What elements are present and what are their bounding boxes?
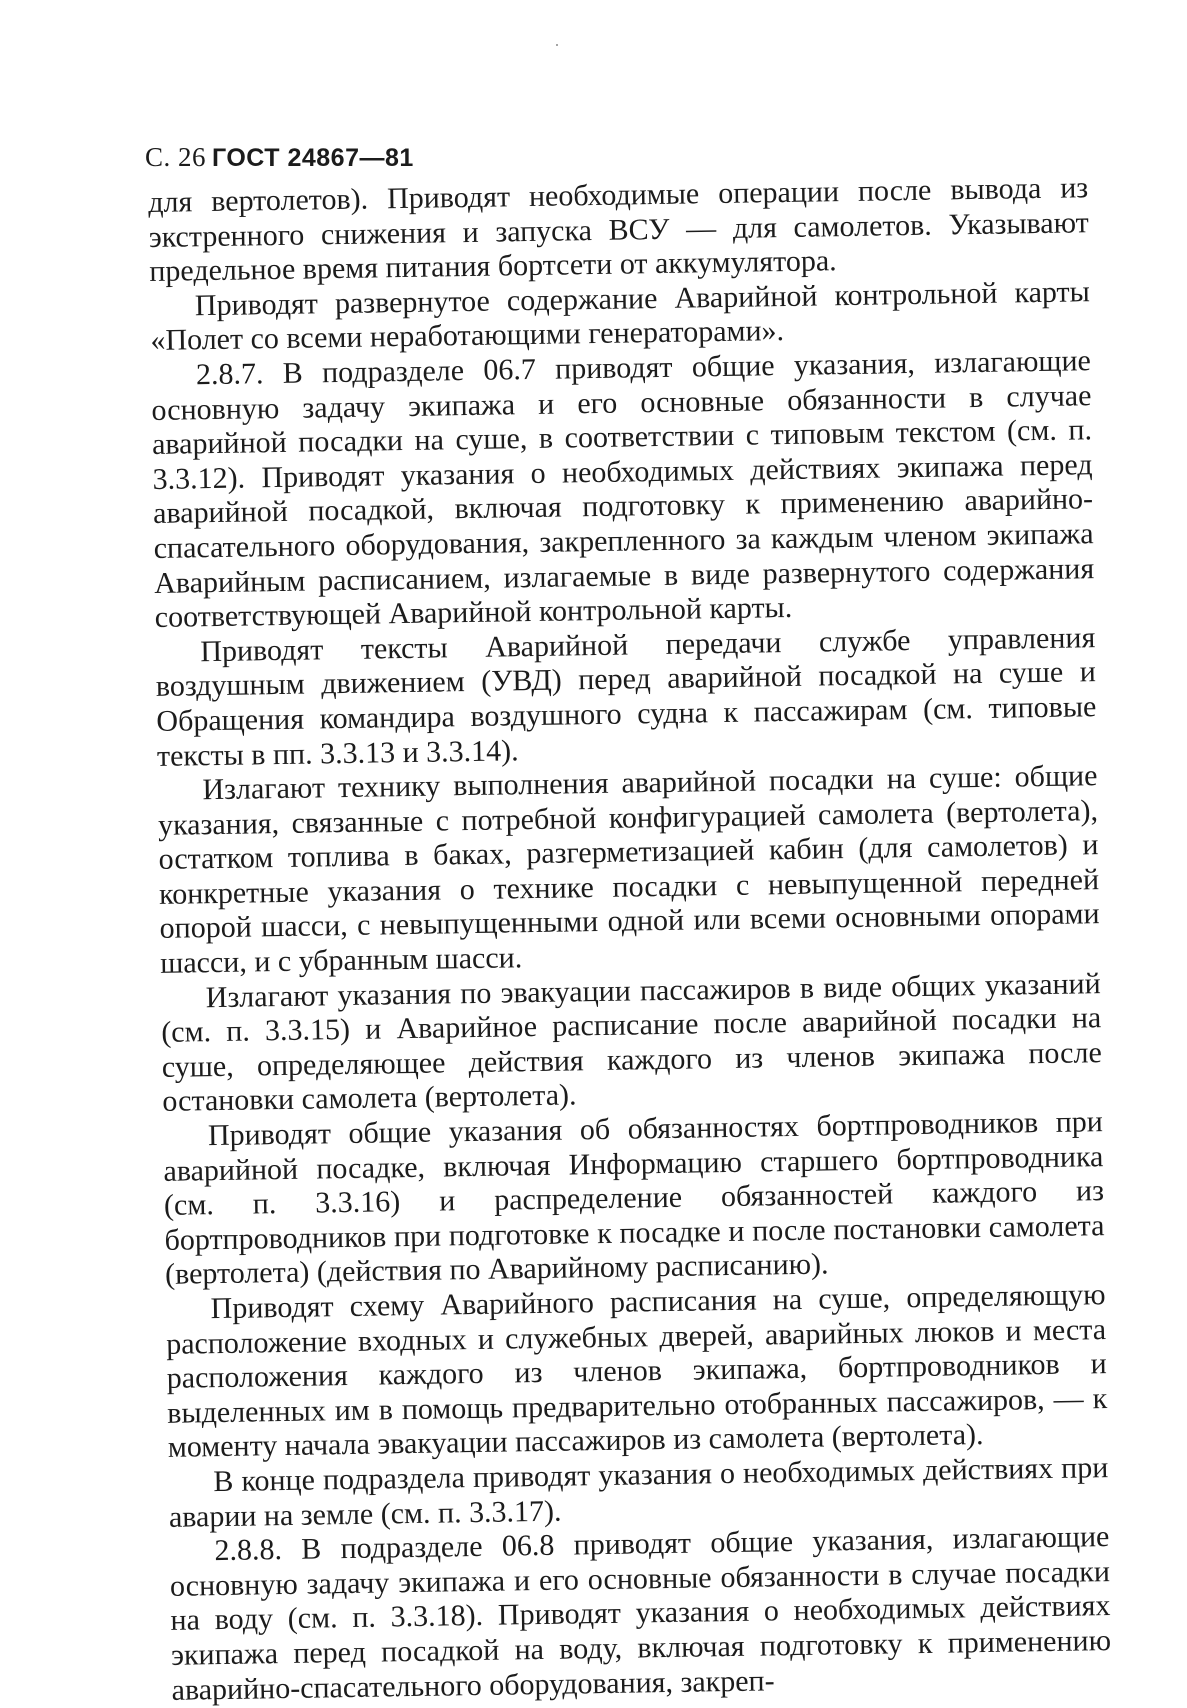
paragraph: Приводят общие указания об обязанностях бортпроводников при аварийной посадке, включая Информацию старшего бортпроводника (см. п. 3.3.16) и распределение обязанностей каждого из бортпроводников при подготовке к посадке и после постановки самолета (вертолета) (действия по Аварийному расписанию). xyxy=(163,1105,1105,1292)
paragraph: Приводят схему Аварийного расписания на суше, определяющую расположение входных и служебных дверей, аварийных люков и места расположения каждого из членов экипажа, бортпроводников и выделенных им в помощь предварительно отобранных пассажиров, — к моменту начала эвакуации пассажиров из самолета (вертолета). xyxy=(165,1278,1108,1465)
scan-speck xyxy=(556,44,558,46)
paragraph: 2.8.7. В подразделе 06.7 приводят общие указания, излагающие основную задачу экипажа и его основные обязанности в случае аварийной посадки на суше, в соответствии с типовым текстом (см. п. 3.3.12). Приводят указания о необходимых действиях экипажа перед аварийной посадкой, включая подготовку к применению аварийно-спасательного оборудования, закрепленного за каждым членом экипажа Аварийным расписанием, излагаемые в виде развернутого содержания соответствующей Аварийной контрольной карты. xyxy=(151,344,1095,635)
paragraph: Приводят тексты Аварийной передачи службе управления воздушным движением (УВД) перед аварийной посадкой на суше и Обращения командира воздушного судна к пассажирам (см. типовые тексты в пп. 3.3.13 и 3.3.14). xyxy=(155,620,1097,773)
paragraph: В конце подраздела приводят указания о необходимых действиях при аварии на земле (см. п. 3.3.17). xyxy=(168,1451,1109,1534)
paragraph: Излагают технику выполнения аварийной посадки на суше: общие указания, связанные с потребной конфигурацией самолета (вертолета), остатком топлива в баках, разгерметизацией кабин (для самолетов) и конкретные указания о технике посадки с невыпущенной передней опорой шасси, с невыпущенными одной или всеми основными опорами шасси, и с убранным шасси. xyxy=(157,759,1100,980)
page-number: С. 26 xyxy=(145,142,207,172)
paragraph: Приводят развернутое содержание Аварийной контрольной карты «Полет со всеми неработающими генераторами». xyxy=(150,275,1091,358)
paragraph: 2.8.8. В подразделе 06.8 приводят общие указания, излагающие основную задачу экипажа и его основные обязанности в случае посадки на воду (см. п. 3.3.18). Приводят указания о необходимых действиях экипажа перед посадкой на воду, включая подготовку к применению аварийно-спасательного оборудования, закреп- xyxy=(169,1520,1112,1707)
page-header xyxy=(145,142,414,173)
paragraph: для вертолетов). Приводят необходимые операции после вывода из экстренного снижения и запуска ВСУ — для самолетов. Указывают предельное время питания бортсети от аккумулятора. xyxy=(148,171,1089,289)
paragraph: Излагают указания по эвакуации пассажиров в виде общих указаний (см. п. 3.3.15) и Аварийное расписание после аварийной посадки на суше, определяющее действия каждого из членов экипажа после остановки самолета (вертолета). xyxy=(161,966,1102,1119)
standard-designation: ГОСТ 24867—81 xyxy=(212,144,414,172)
body-text xyxy=(148,171,1112,1708)
